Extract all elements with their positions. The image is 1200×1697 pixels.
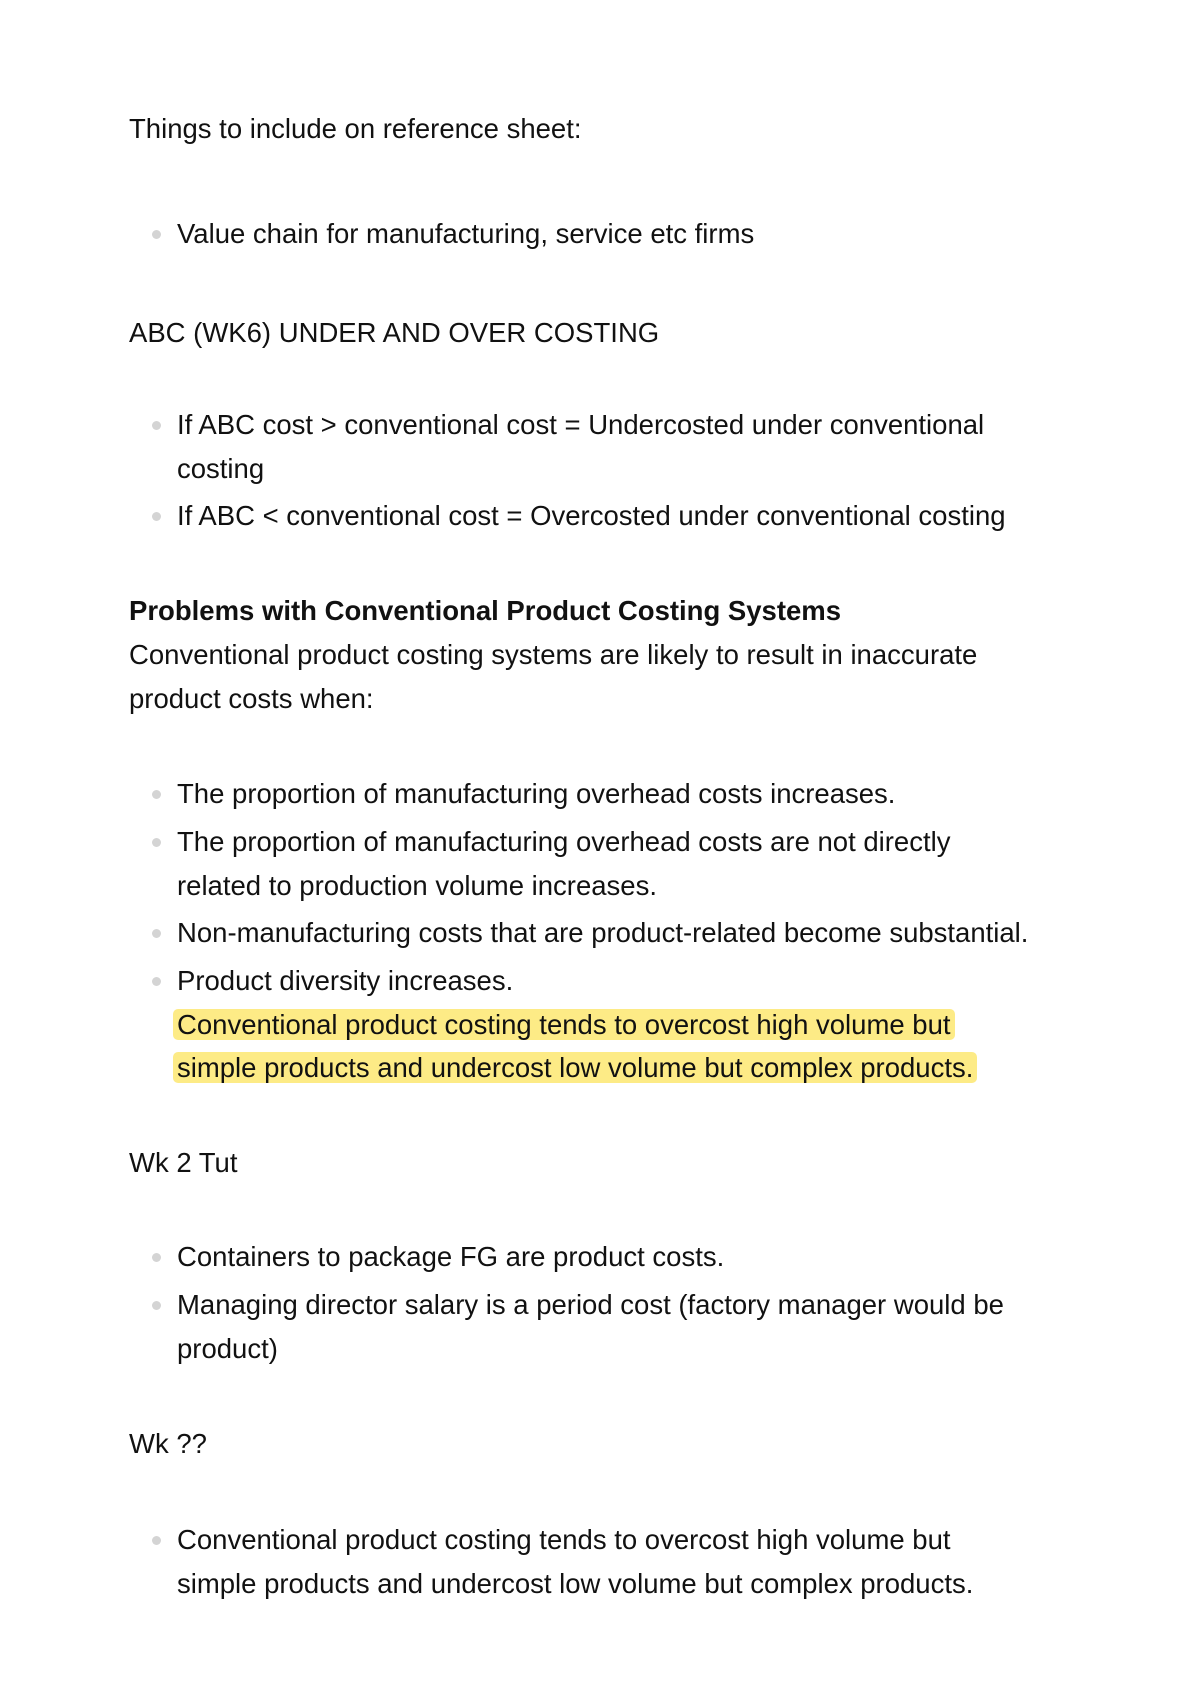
bullet-icon: [152, 421, 161, 430]
wk2-heading: Wk 2 Tut: [129, 1147, 238, 1178]
intro-heading: Things to include on reference sheet:: [129, 113, 582, 144]
list-item-text-cont: product): [177, 1333, 278, 1364]
bullet-icon: [152, 1253, 161, 1262]
problems-paragraph-line1: Conventional product costing systems are likely to result in inaccurate: [129, 639, 978, 670]
list-item-text: The proportion of manufacturing overhead costs increases.: [177, 778, 896, 809]
list-item-text: If ABC < conventional cost = Overcosted under conventional costing: [177, 500, 1006, 531]
wk-unknown-heading: Wk ??: [129, 1428, 207, 1459]
list-item-text: Conventional product costing tends to overcost high volume but: [177, 1524, 951, 1555]
list-item-text: Non-manufacturing costs that are product-related become substantial.: [177, 917, 1029, 948]
list-item-text-cont: simple products and undercost low volume but complex products.: [177, 1568, 974, 1599]
bullet-icon: [152, 929, 161, 938]
list-item-text: Product diversity increases.: [177, 965, 514, 996]
bullet-icon: [152, 1301, 161, 1310]
bullet-icon: [152, 977, 161, 986]
highlight-text: simple products and undercost low volume but complex products.: [173, 1052, 977, 1083]
list-item-text: If ABC cost > conventional cost = Undercosted under conventional: [177, 409, 985, 440]
bullet-icon: [152, 1536, 161, 1545]
list-item-text: The proportion of manufacturing overhead costs are not directly: [177, 826, 951, 857]
list-item-text: Value chain for manufacturing, service etc firms: [177, 218, 755, 249]
bullet-icon: [152, 230, 161, 239]
highlighted-note-line2: [173, 1046, 977, 1090]
list-item-text-cont: related to production volume increases.: [177, 870, 657, 901]
list-item-text: Managing director salary is a period cost (factory manager would be: [177, 1289, 1004, 1320]
bullet-icon: [152, 838, 161, 847]
problems-paragraph-line2: product costs when:: [129, 683, 374, 714]
list-item-text-cont: costing: [177, 453, 265, 484]
highlight-text: Conventional product costing tends to overcost high volume but: [173, 1009, 955, 1040]
bullet-icon: [152, 512, 161, 521]
highlighted-note-line1: [173, 1003, 955, 1047]
abc-heading: ABC (WK6) UNDER AND OVER COSTING: [129, 317, 660, 348]
list-item-text: Containers to package FG are product costs.: [177, 1241, 725, 1272]
problems-title: Problems with Conventional Product Costing Systems: [129, 595, 842, 626]
bullet-icon: [152, 790, 161, 799]
